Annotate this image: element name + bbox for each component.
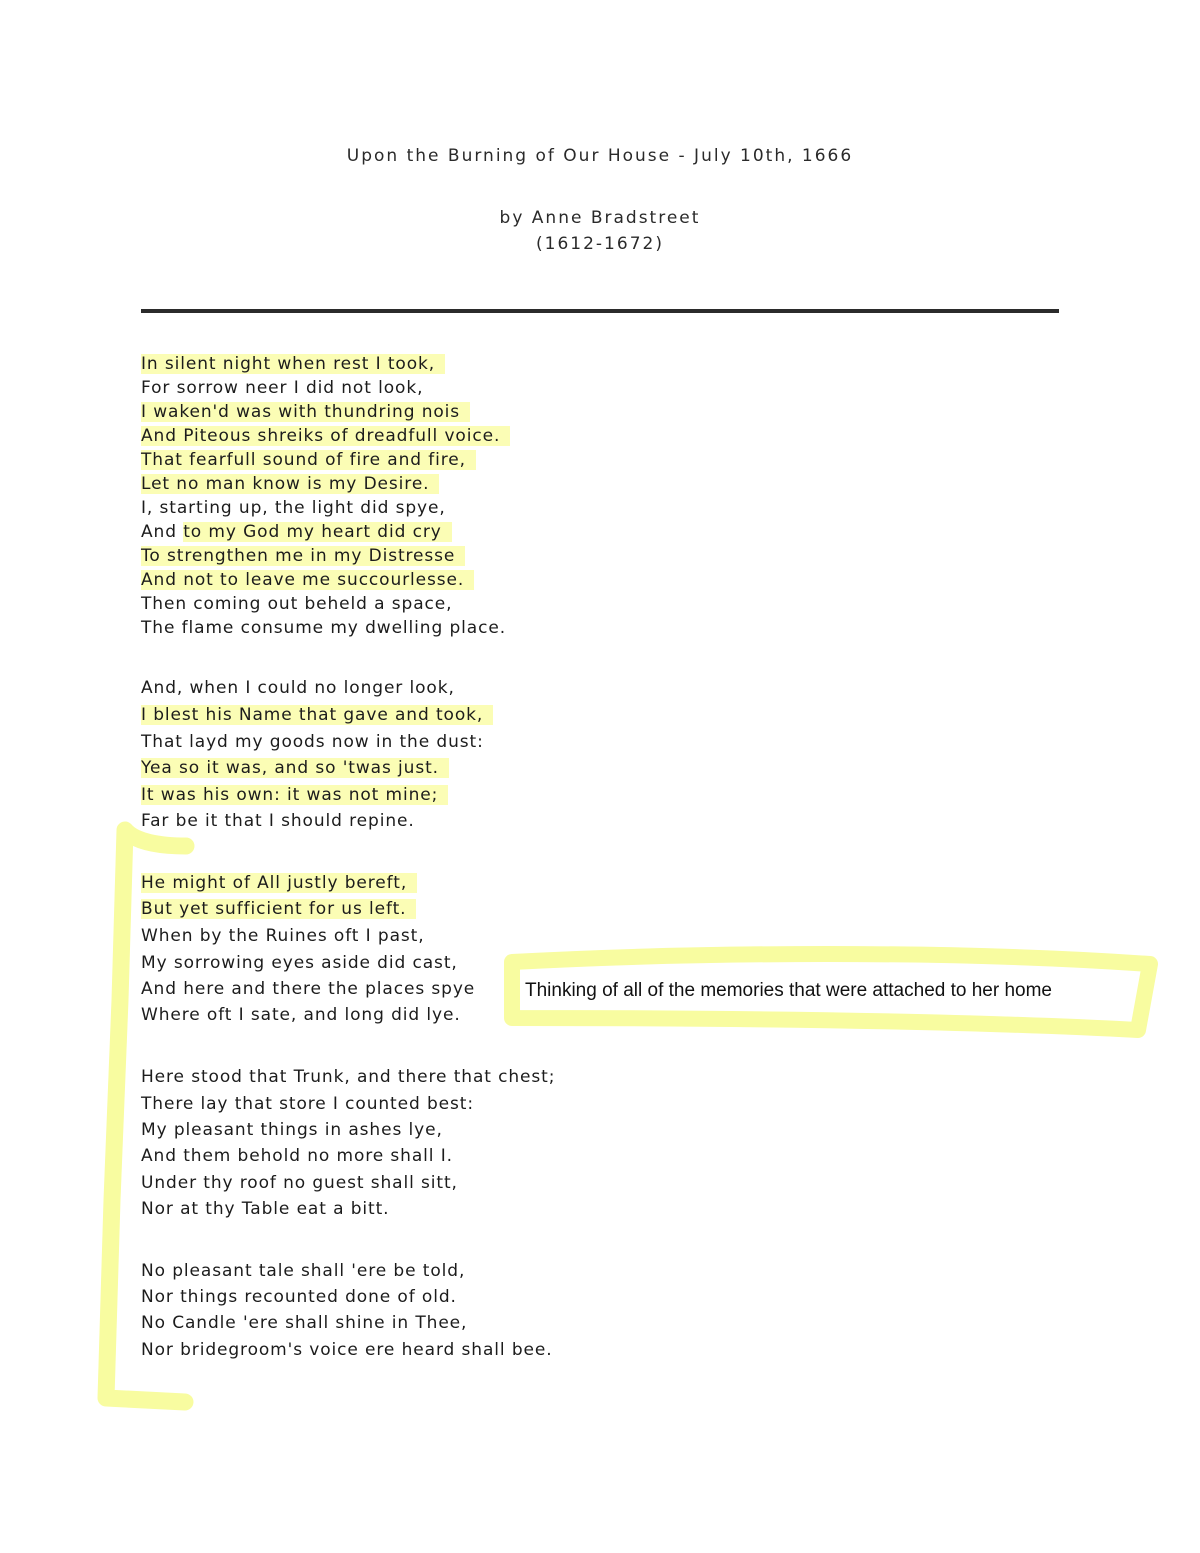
poem-line	[141, 401, 470, 423]
poem-line	[141, 1260, 465, 1282]
poem-title: Upon the Burning of Our House - July 10th, 1666	[346, 146, 854, 166]
poem-line	[141, 872, 417, 894]
poem-line	[141, 377, 423, 399]
poem-line-text: Where oft I sate, and long did lye.	[141, 1005, 461, 1025]
poem-line	[141, 952, 458, 974]
poem-line	[141, 810, 415, 832]
highlighted-text: And Piteous shreiks of dreadfull voice.	[141, 426, 510, 446]
poem-line	[141, 569, 474, 591]
author-dates: (1612-1672)	[536, 234, 664, 254]
poem-line	[141, 473, 439, 495]
poem-line	[141, 593, 452, 615]
poem-line-text: And them behold no more shall I.	[141, 1146, 453, 1166]
highlighted-text: And not to leave me succourlesse.	[141, 570, 474, 590]
poem-line	[141, 784, 448, 806]
highlighted-text: It was his own: it was not mine;	[141, 785, 448, 805]
poem-line-text: Far be it that I should repine.	[141, 811, 415, 831]
highlighted-text: to my God my heart did cry	[183, 522, 452, 542]
poem-line-text: Under thy roof no guest shall sitt,	[141, 1173, 458, 1193]
poem-line	[141, 425, 510, 447]
poem-line	[141, 1339, 553, 1361]
poem-line	[141, 757, 449, 779]
poem-line	[141, 677, 455, 699]
poem-line-text: Then coming out beheld a space,	[141, 594, 453, 614]
poem-line	[141, 1286, 457, 1308]
poem-line	[141, 1004, 461, 1026]
poem-line-text: No pleasant tale shall 'ere be told,	[141, 1261, 466, 1281]
poem-line	[141, 617, 506, 639]
poem-author: by Anne Bradstreet	[499, 208, 701, 228]
poem-line	[141, 1119, 443, 1141]
highlighted-text: Let no man know is my Desire.	[141, 474, 439, 494]
poem-line-text: My pleasant things in ashes lye,	[141, 1120, 443, 1140]
poem-line-text: Nor at thy Table eat a bitt.	[141, 1199, 390, 1219]
poem-line	[141, 978, 475, 1000]
poem-line-text: And, when I could no longer look,	[141, 678, 455, 698]
poem-line-text: My sorrowing eyes aside did cast,	[141, 953, 458, 973]
poem-line-text: That layd my goods now in the dust:	[141, 732, 484, 752]
highlighted-text: In silent night when rest I took,	[141, 354, 445, 374]
poem-line-text: Nor things recounted done of old.	[141, 1287, 457, 1307]
poem-line	[141, 1145, 453, 1167]
highlighted-text: Yea so it was, and so 'twas just.	[141, 758, 449, 778]
poem-line	[141, 1066, 555, 1088]
poem-line-text: The flame consume my dwelling place.	[141, 618, 507, 638]
poem-line-text: And	[141, 522, 184, 542]
highlighted-text: I waken'd was with thundring nois	[141, 402, 470, 422]
poem-line-text: Nor bridegroom's voice ere heard shall bee.	[141, 1340, 553, 1360]
poem-line-text: For sorrow neer I did not look,	[141, 378, 424, 398]
highlighted-text: That fearfull sound of fire and fire,	[141, 450, 476, 470]
poem-line-text: Here stood that Trunk, and there that chest;	[141, 1067, 556, 1087]
poem-line	[141, 1093, 474, 1115]
highlighted-text: But yet sufficient for us left.	[141, 899, 416, 919]
poem-line	[141, 898, 416, 920]
poem-line	[141, 1198, 389, 1220]
poem-line-text: I, starting up, the light did spye,	[141, 498, 446, 518]
poem-line	[141, 1172, 458, 1194]
poem-line-text: There lay that store I counted best:	[141, 1094, 474, 1114]
highlighted-text: He might of All justly bereft,	[141, 873, 417, 893]
poem-line-text: When by the Ruines oft I past,	[141, 926, 425, 946]
poem-line	[141, 521, 452, 543]
poem-line	[141, 545, 465, 567]
horizontal-rule	[141, 309, 1059, 313]
highlighted-text: To strengthen me in my Distresse	[141, 546, 465, 566]
poem-line	[141, 731, 484, 753]
poem-line	[141, 449, 476, 471]
poem-line	[141, 704, 493, 726]
poem-line	[141, 353, 445, 375]
poem-line	[141, 925, 425, 947]
highlighted-text: I blest his Name that gave and took,	[141, 705, 493, 725]
poem-line-text: And here and there the places spye	[141, 979, 476, 999]
poem-line	[141, 1312, 467, 1334]
poem-line	[141, 497, 446, 519]
margin-note: Thinking of all of the memories that were attached to her home	[525, 980, 1052, 1001]
poem-line-text: No Candle 'ere shall shine in Thee,	[141, 1313, 468, 1333]
